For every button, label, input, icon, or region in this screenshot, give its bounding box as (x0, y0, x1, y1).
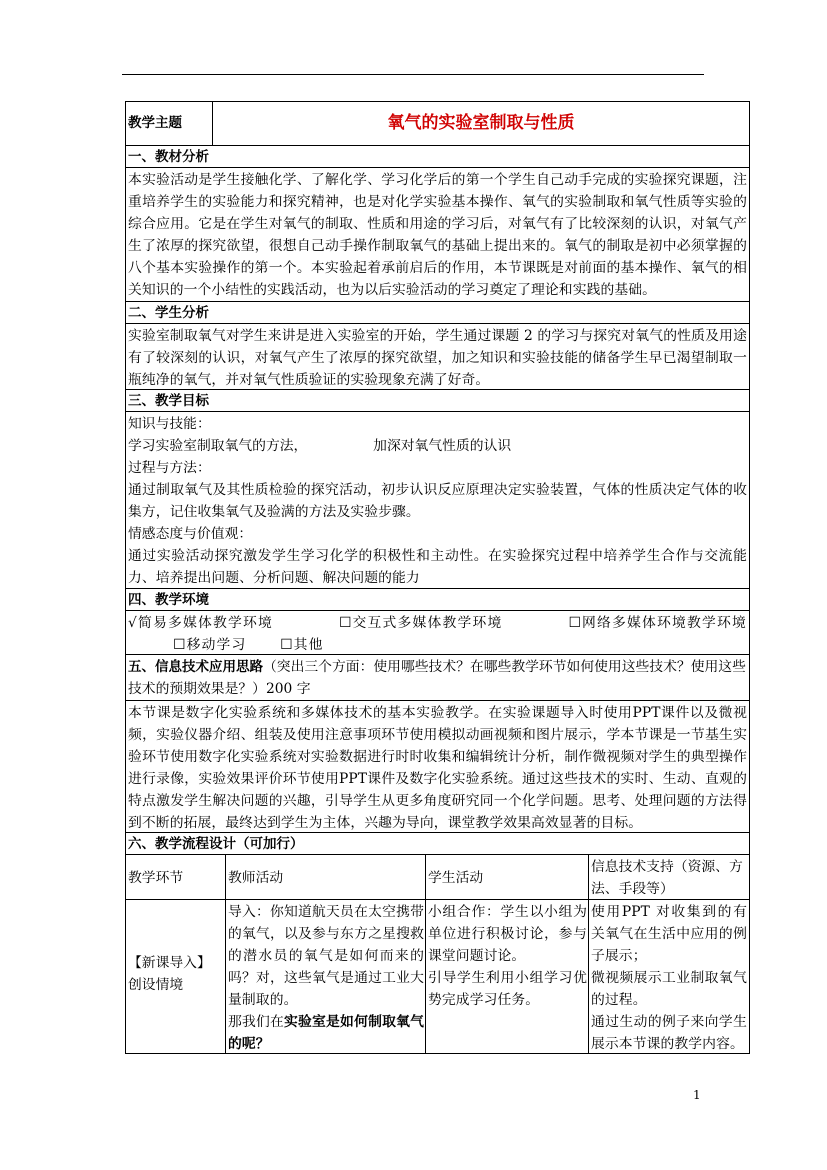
stage-name: 创设情境 (128, 977, 184, 993)
environment-options (125, 610, 750, 655)
process-label: 过程与方法： (128, 460, 211, 476)
emotion-body: 通过实验活动探究激发学生学习化学的积极性和主动性。在实验探究过程中培养学生合作与交流能力、培养提出问题、分析问题、解决问题的能力 (128, 548, 747, 586)
student-activity (425, 899, 589, 1054)
env-option-simple[interactable]: √简易多媒体教学环境 (128, 615, 273, 631)
teacher-intro: 导入：你知道航天员在太空携带的氧气，以及参与东方之星搜救的潜水员的氧气是如何而来的吗？对，这些氧气是通过工业大量制取的。 (228, 904, 424, 1008)
env-option-network[interactable]: ☐网络多媒体环境教学环境 (568, 615, 747, 631)
section-heading-flow: 六、教学流程设计（可加行） (125, 832, 750, 855)
student-analysis: 实验室制取氧气对学生来讲是进入实验室的开始，学生通过课题 2 的学习与探究对氧气的性质及用途有了较深刻的认识，对氧气产生了浓厚的探究欲望，加之知识和实验技能的储备学生早已渴望制取一瓶纯净的氧气，并对氧气性质验证的实验现象充满了好奇。 (125, 323, 750, 390)
process-body: 通过制取氧气及其性质检验的探究活动，初步认识反应原理决定实验装置，气体的性质决定气体的收集方，记住收集氧气及验满的方法及实验步骤。 (128, 482, 747, 520)
tech-support-3: 通过生动的例子来向学生展示本节课的教学内容。 (591, 1014, 747, 1052)
teacher-question-pre: 那我们在 (228, 1014, 285, 1030)
it-subtitle: （突出三个方面：使用哪些技术？在哪些教学环节如何使用这些技术？使用这些技术的预期效果是？）200 字 (128, 659, 746, 697)
theme-label: 教学主题 (125, 101, 213, 146)
teacher-question-bold: 实验室是如何制取氧气的呢？ (228, 1014, 424, 1052)
teacher-activity (225, 899, 426, 1054)
col-header-stage: 教学环节 (125, 854, 226, 900)
it-application: 本节课是数字化实验系统和多媒体技术的基本实验教学。在实验课题导入时使用PPT课件以及微视频，实验仪器介绍、组装及使用注意事项环节使用模拟动画视频和图片展示，学本节课是一节基生实验环节使用数字化实验系统对实验数据进行时时收集和编辑统计分析，制作微视频对学生的典型操作进行录像，实验效果评价环节使用PPT课件及数字化实验系统。通过这些技术的实时、生动、直观的特点激发学生解决问题的兴趣，引导学生从更多角度研究同一个化学问题。思考、处理问题的方法得到不断的拓展，最终达到学生为主体，兴趣为导向，课堂教学效果高效显著的目标。 (125, 700, 750, 833)
env-option-mobile[interactable]: ☐移动学习 (173, 637, 247, 653)
col-header-teacher: 教师活动 (225, 854, 426, 900)
textbook-analysis: 本实验活动是学生接触化学、了解化学、学习化学后的第一个学生自己动手完成的实验探究课题，注重培养学生的实验能力和探究精神，也是对化学实验基本操作、氧气的实验制取和氧气性质等实验的综合应用。它是在学生对氧气的制取、性质和用途的学习后，对氧气有了比较深刻的认识，对氧气产生了浓厚的探究欲望，很想自己动手操作制取氧气的基础上提出来的。氧气的制取是初中必须掌握的八个基本实验操作的第一个。本实验起着承前启后的作用，本节课既是对前面的基本操作、氧气的相关知识的一个小结性的实践活动，也为以后实验活动的学习奠定了理论和实践的基础。 (125, 167, 750, 302)
knowledge-line (128, 435, 747, 457)
env-option-interactive[interactable]: ☐交互式多媒体教学环境 (338, 615, 503, 631)
section-heading-objectives: 三、教学目标 (125, 389, 750, 412)
tech-support-2: 微视频展示工业制取氧气的过程。 (591, 970, 747, 1008)
tech-support (588, 899, 750, 1054)
section-heading-environment: 四、教学环境 (125, 588, 750, 611)
student-activity-2: 引导学生利用小组学习优势完成学习任务。 (428, 970, 587, 1008)
section-heading-students: 二、学生分析 (125, 301, 750, 324)
tech-support-1: 使用PPT 对收集到的有关氧气在生活中应用的例子展示； (591, 904, 747, 964)
knowledge-a: 学习实验室制取氧气的方法， (128, 438, 308, 454)
env-option-other[interactable]: ☐其他 (280, 637, 324, 653)
objectives-block (125, 411, 750, 589)
stage-cell (125, 899, 226, 1054)
col-header-tech: 信息技术支持（资源、方法、手段等） (588, 854, 750, 900)
knowledge-b: 加深对氧气性质的认识 (373, 438, 512, 454)
lesson-title: 氧气的实验室制取与性质 (212, 101, 750, 146)
stage-tag: 【新课导入】 (128, 955, 211, 971)
environment-row-1 (128, 612, 747, 634)
col-header-student: 学生活动 (425, 854, 589, 900)
knowledge-label: 知识与技能： (128, 416, 211, 432)
header-rule (122, 74, 704, 75)
student-activity-1: 小组合作：学生以小组为单位进行积极讨论，参与课堂问题讨论。 (428, 904, 587, 964)
section-heading-it (125, 654, 750, 701)
emotion-label: 情感态度与价值观： (128, 526, 253, 542)
environment-row-2 (128, 634, 747, 655)
page-number: 1 (693, 1088, 701, 1102)
section-heading-textbook: 一、教材分析 (125, 145, 750, 168)
it-heading: 五、信息技术应用思路 (128, 659, 263, 675)
teacher-question (228, 1011, 424, 1054)
